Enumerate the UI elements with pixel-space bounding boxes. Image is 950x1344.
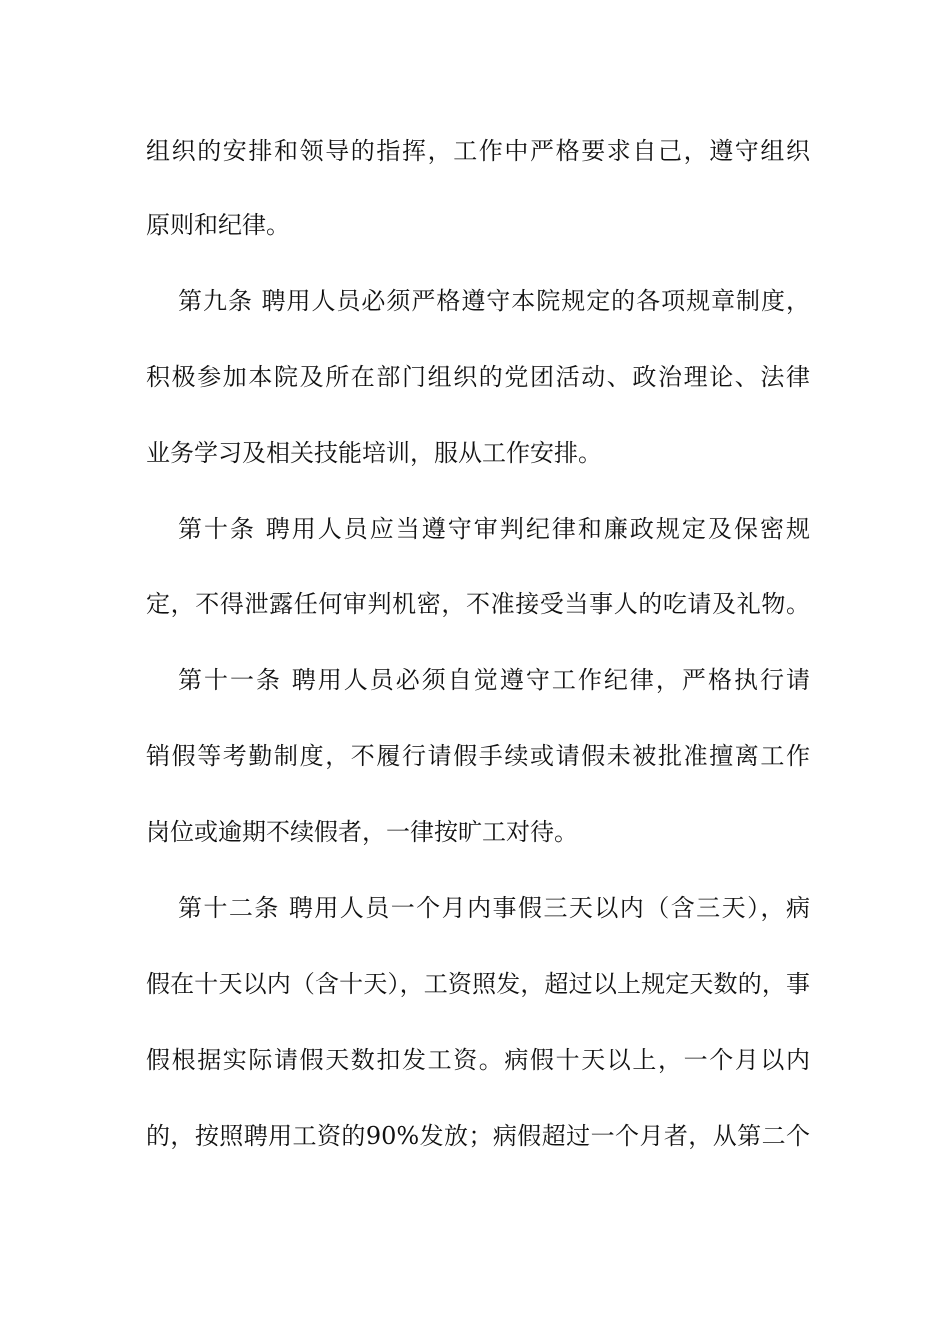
text-line: 假在十天以内（含十天），工资照发，超过以上规定天数的，事 [146,970,810,998]
text-line: 定，不得泄露任何审判机密，不准接受当事人的吃请及礼物。 [146,590,810,618]
article-9-line: 第九条 聘用人员必须严格遵守本院规定的各项规章制度， [178,287,810,315]
article-10-line: 第十条 聘用人员应当遵守审判纪律和廉政规定及保密规 [178,515,810,543]
text-line: 销假等考勤制度，不履行请假手续或请假未被批准擅离工作 [146,742,810,770]
text-line: 组织的安排和领导的指挥，工作中严格要求自己，遵守组织 [146,137,810,165]
text-line: 业务学习及相关技能培训，服从工作安排。 [146,439,602,467]
article-12-line: 第十二条 聘用人员一个月内事假三天以内（含三天），病 [178,894,810,922]
text-line: 岗位或逾期不续假者，一律按旷工对待。 [146,818,578,846]
text-line: 原则和纪律。 [146,211,290,239]
text-line: 假根据实际请假天数扣发工资。病假十天以上，一个月以内 [146,1046,810,1074]
text-line: 的，按照聘用工资的90%发放；病假超过一个月者，从第二个 [146,1122,810,1150]
article-11-line: 第十一条 聘用人员必须自觉遵守工作纪律，严格执行请 [178,666,810,694]
text-line: 积极参加本院及所在部门组织的党团活动、政治理论、法律 [146,363,810,391]
